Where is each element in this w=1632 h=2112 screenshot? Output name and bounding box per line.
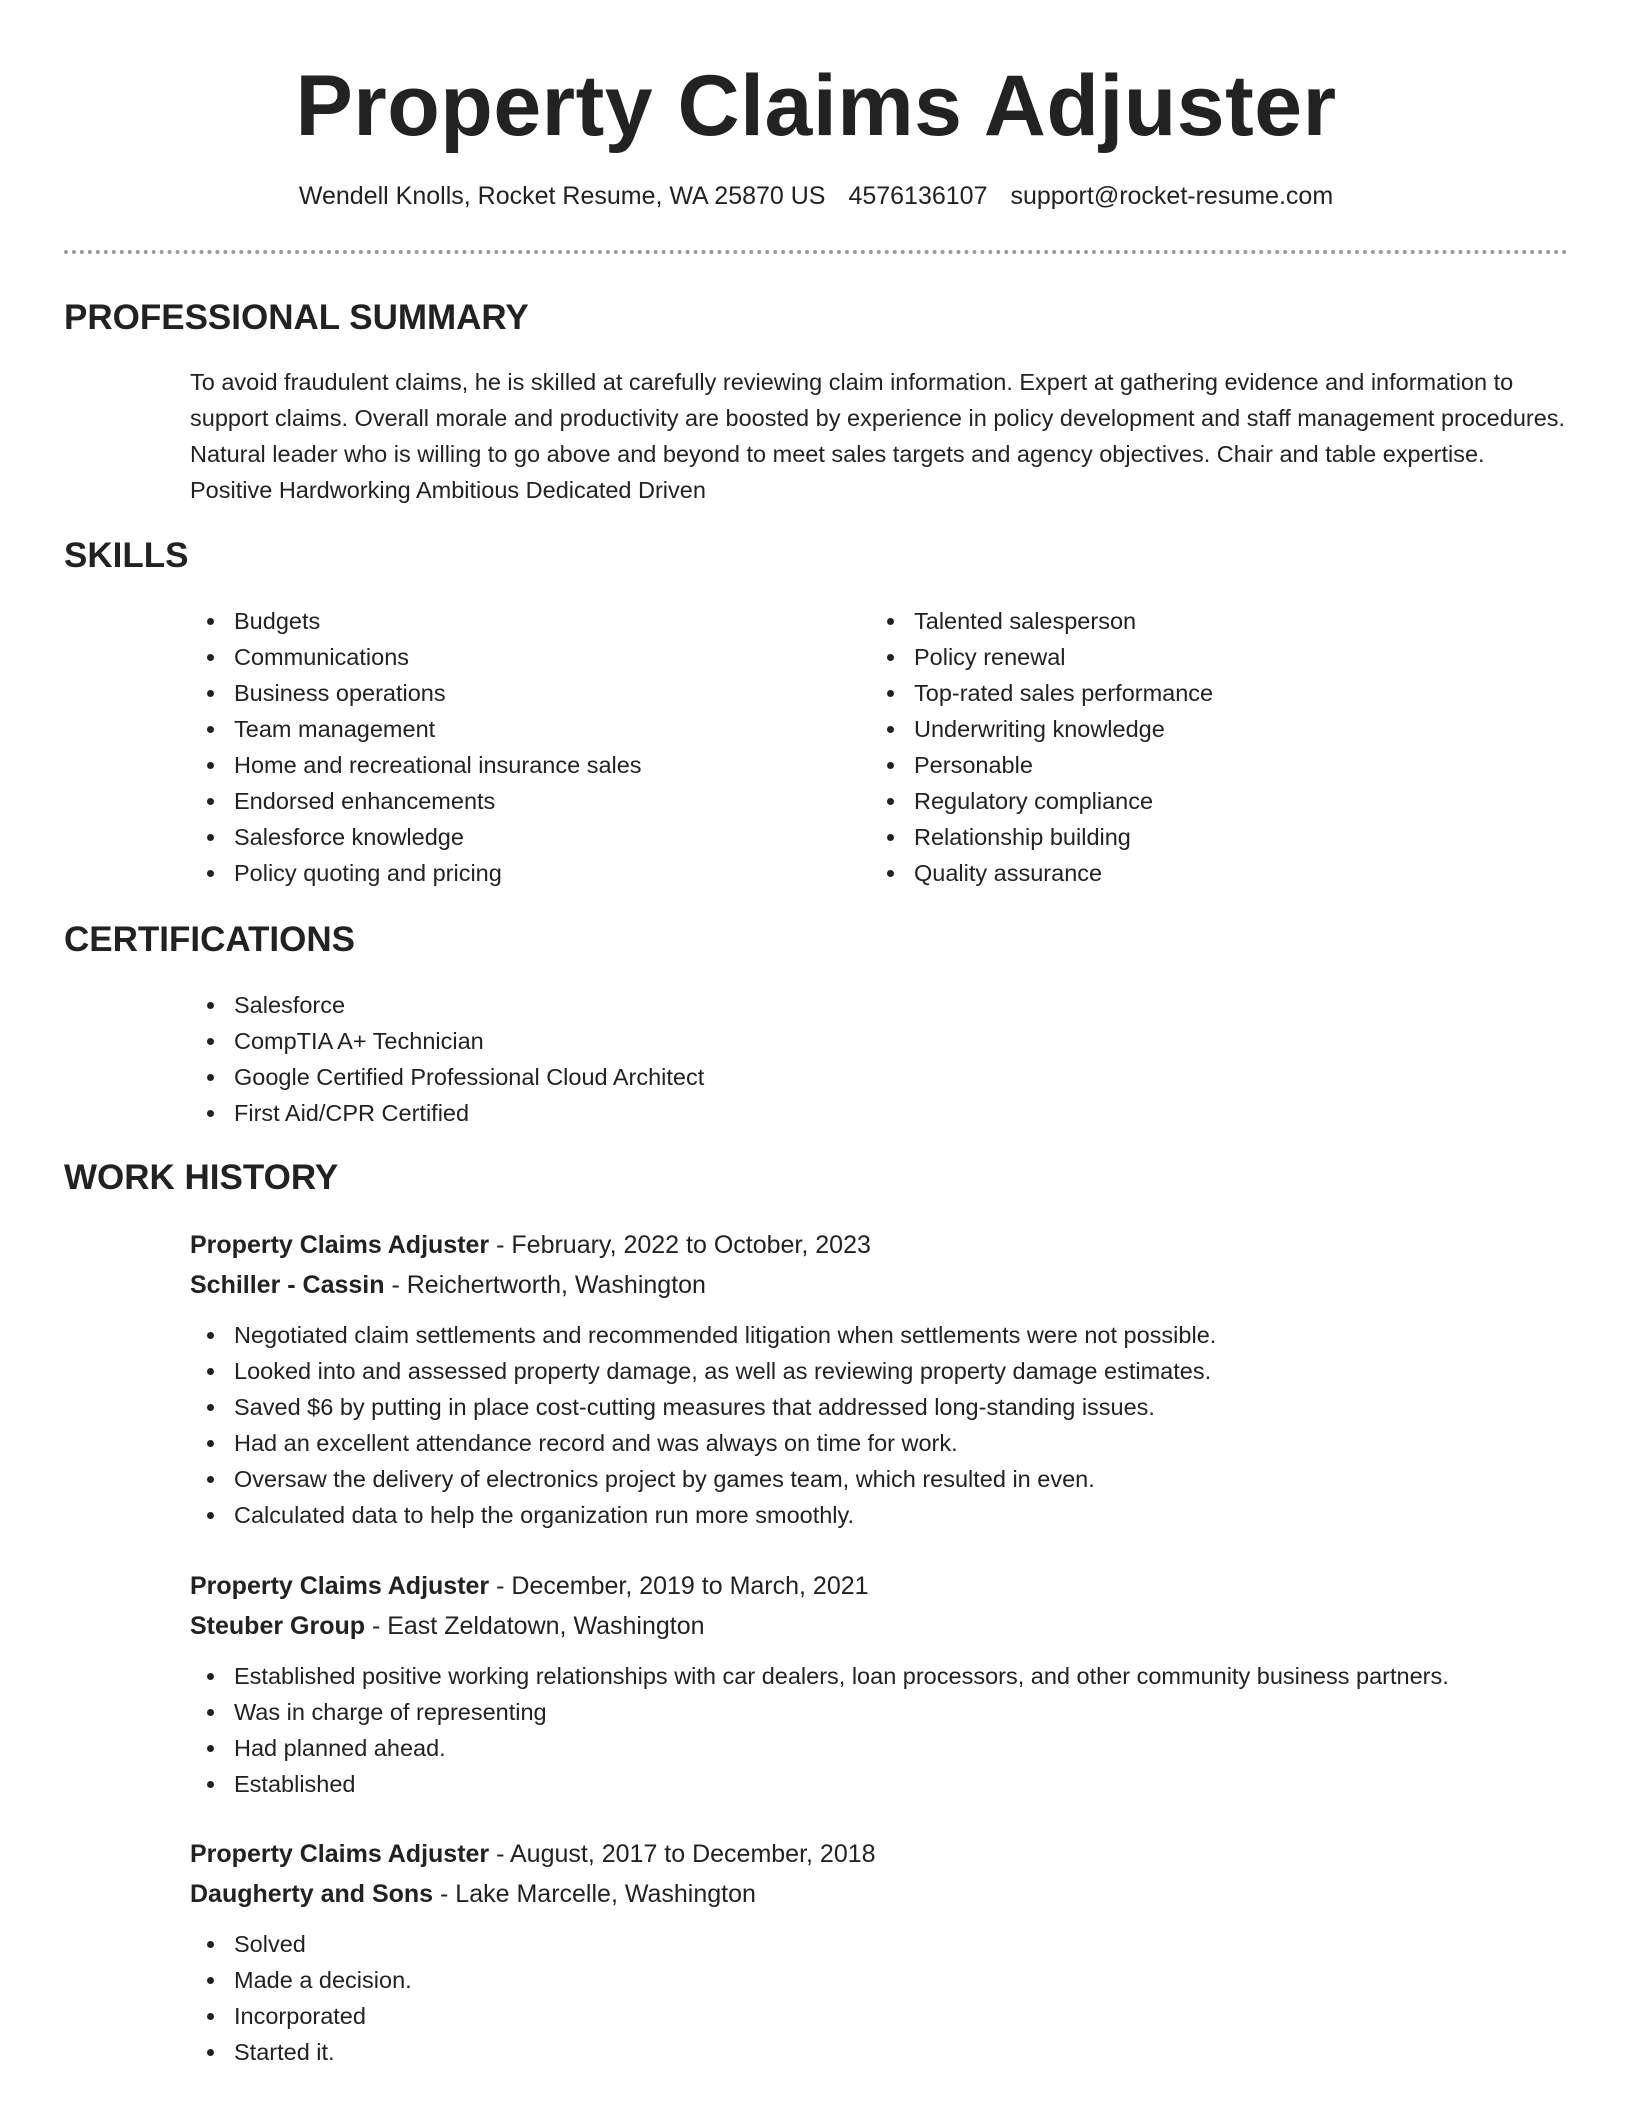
skills-list-left <box>190 603 642 891</box>
job-duty-item: Established <box>190 1766 1570 1802</box>
job-duty-item: Negotiated claim settlements and recommended litigation when settlements were not possible. <box>190 1317 1570 1353</box>
job-duty-item: Started it. <box>190 2034 1570 2070</box>
job-dates: - December, 2019 to March, 2021 <box>489 1572 869 1600</box>
job-title-line <box>190 1834 1570 1874</box>
job-company: Steuber Group <box>190 1612 366 1640</box>
skill-item: Regulatory compliance <box>870 783 1213 819</box>
section-title-skills: SKILLS <box>64 536 189 575</box>
job-duties-list <box>190 1658 1570 1802</box>
skill-item: Endorsed enhancements <box>190 783 642 819</box>
section-title-certifications: CERTIFICATIONS <box>64 920 356 959</box>
skill-item: Talented salesperson <box>870 603 1213 639</box>
skill-item: Policy renewal <box>870 639 1213 675</box>
certification-item: CompTIA A+ Technician <box>190 1023 704 1059</box>
job-dates: - August, 2017 to December, 2018 <box>489 1840 876 1868</box>
contact-email: support@rocket-resume.com <box>1010 182 1334 210</box>
skill-item: Underwriting knowledge <box>870 711 1213 747</box>
job-entry <box>190 1834 1570 2070</box>
job-title-line <box>190 1225 1570 1265</box>
job-duty-item: Was in charge of representing <box>190 1694 1570 1730</box>
job-entry <box>190 1566 1570 1802</box>
job-duty-item: Oversaw the delivery of electronics project by games team, which resulted in even. <box>190 1461 1570 1497</box>
skill-item: Budgets <box>190 603 642 639</box>
job-duty-item: Made a decision. <box>190 1962 1570 1998</box>
job-duty-item: Had an excellent attendance record and was always on time for work. <box>190 1425 1570 1461</box>
skill-item: Personable <box>870 747 1213 783</box>
resume-page <box>64 0 1568 2065</box>
job-duties-list <box>190 1926 1570 2070</box>
skill-item: Communications <box>190 639 642 675</box>
contact-line <box>64 180 1568 212</box>
section-title-summary: PROFESSIONAL SUMMARY <box>64 298 529 337</box>
job-title-line <box>190 1566 1570 1606</box>
job-company-line <box>190 1874 1570 1914</box>
job-dates: - February, 2022 to October, 2023 <box>489 1231 871 1259</box>
job-duty-item: Calculated data to help the organization run more smoothly. <box>190 1497 1570 1533</box>
job-role: Property Claims Adjuster <box>190 1572 490 1600</box>
certification-item: Salesforce <box>190 987 704 1023</box>
contact-address: Wendell Knolls, Rocket Resume, WA 25870 US <box>298 182 826 210</box>
summary-text: To avoid fraudulent claims, he is skilled at carefully reviewing claim information. Expert at gathering evidence and information to support claims. Overall morale and productivity are boosted by experience in policy development and staff management procedures. Natural leader who is willing to go above and beyond to meet sales targets and agency objectives. Chair and table expertise. Positive Hardworking Ambitious Dedicated Driven <box>190 369 1566 503</box>
job-location: - Lake Marcelle, Washington <box>433 1880 756 1908</box>
certification-item: First Aid/CPR Certified <box>190 1095 704 1131</box>
job-entry <box>190 1225 1570 1533</box>
job-duties-list <box>190 1317 1570 1533</box>
job-location: - East Zeldatown, Washington <box>365 1612 705 1640</box>
skill-item: Home and recreational insurance sales <box>190 747 642 783</box>
job-company-line <box>190 1606 1570 1646</box>
job-company: Schiller - Cassin <box>190 1271 385 1299</box>
skill-item: Business operations <box>190 675 642 711</box>
skill-item: Policy quoting and pricing <box>190 855 642 891</box>
candidate-name: Property Claims Adjuster <box>295 58 1337 154</box>
job-duty-item: Saved $6 by putting in place cost-cutting measures that addressed long-standing issues. <box>190 1389 1570 1425</box>
job-location: - Reichertworth, Washington <box>384 1271 706 1299</box>
job-duty-item: Looked into and assessed property damage, as well as reviewing property damage estimates. <box>190 1353 1570 1389</box>
skill-item: Salesforce knowledge <box>190 819 642 855</box>
job-role: Property Claims Adjuster <box>190 1840 490 1868</box>
section-title-work-history: WORK HISTORY <box>64 1158 339 1197</box>
job-duty-item: Incorporated <box>190 1998 1570 2034</box>
skills-list-right <box>870 603 1213 891</box>
contact-phone: 4576136107 <box>848 182 988 210</box>
skill-item: Top-rated sales performance <box>870 675 1213 711</box>
job-company: Daugherty and Sons <box>190 1880 434 1908</box>
job-duty-item: Established positive working relationships with car dealers, loan processors, and other community business partners. <box>190 1658 1570 1694</box>
job-company-line <box>190 1265 1570 1305</box>
job-duty-item: Solved <box>190 1926 1570 1962</box>
certification-item: Google Certified Professional Cloud Architect <box>190 1059 704 1095</box>
skill-item: Relationship building <box>870 819 1213 855</box>
job-duty-item: Had planned ahead. <box>190 1730 1570 1766</box>
header-divider <box>64 250 1568 254</box>
skill-item: Team management <box>190 711 642 747</box>
job-role: Property Claims Adjuster <box>190 1231 490 1259</box>
skill-item: Quality assurance <box>870 855 1213 891</box>
certifications-list <box>190 987 704 1131</box>
